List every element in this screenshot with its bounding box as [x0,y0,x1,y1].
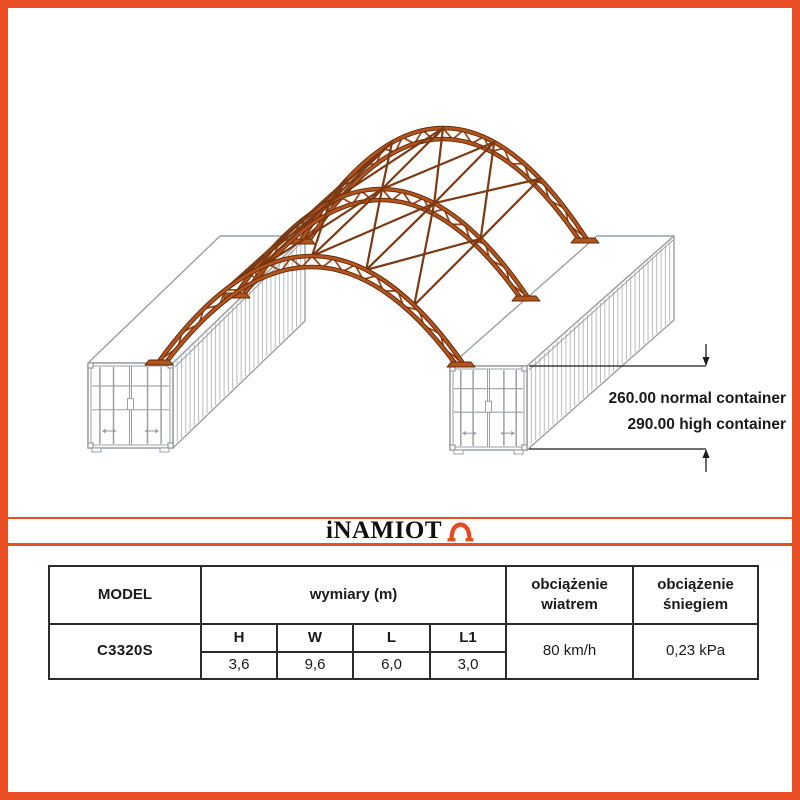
subheader-w: W [277,624,353,652]
cell-l-value: 6,0 [353,652,430,679]
cell-l1-value: 3,0 [430,652,506,679]
dim-label-normal-container: 260.00 normal container [608,390,786,407]
cell-h-value: 3,6 [201,652,277,679]
spec-table [48,565,759,680]
header-dimensions: wymiary (m) [201,566,506,624]
truss-arch [287,128,599,244]
dim-label-high-container: 290.00 high container [627,416,786,433]
tent-arch-icon [447,520,474,542]
brand-band [8,516,792,544]
subheader-l: L [353,624,430,652]
header-wind-load: obciążenie wiatrem [506,566,633,624]
cell-w-value: 9,6 [277,652,353,679]
header-snow-load: obciążenie śniegiem [633,566,758,624]
brand-logo-text: iNAMIOT [326,516,442,544]
cell-model: C3320S [49,624,201,679]
cell-snow-load: 0,23 kPa [633,624,758,679]
subheader-h: H [201,624,277,652]
left-container [88,236,305,452]
header-model: MODEL [49,566,201,624]
spec-table-wrap [48,565,759,680]
subheader-l1: L1 [430,624,506,652]
cell-wind-load: 80 km/h [506,624,633,679]
